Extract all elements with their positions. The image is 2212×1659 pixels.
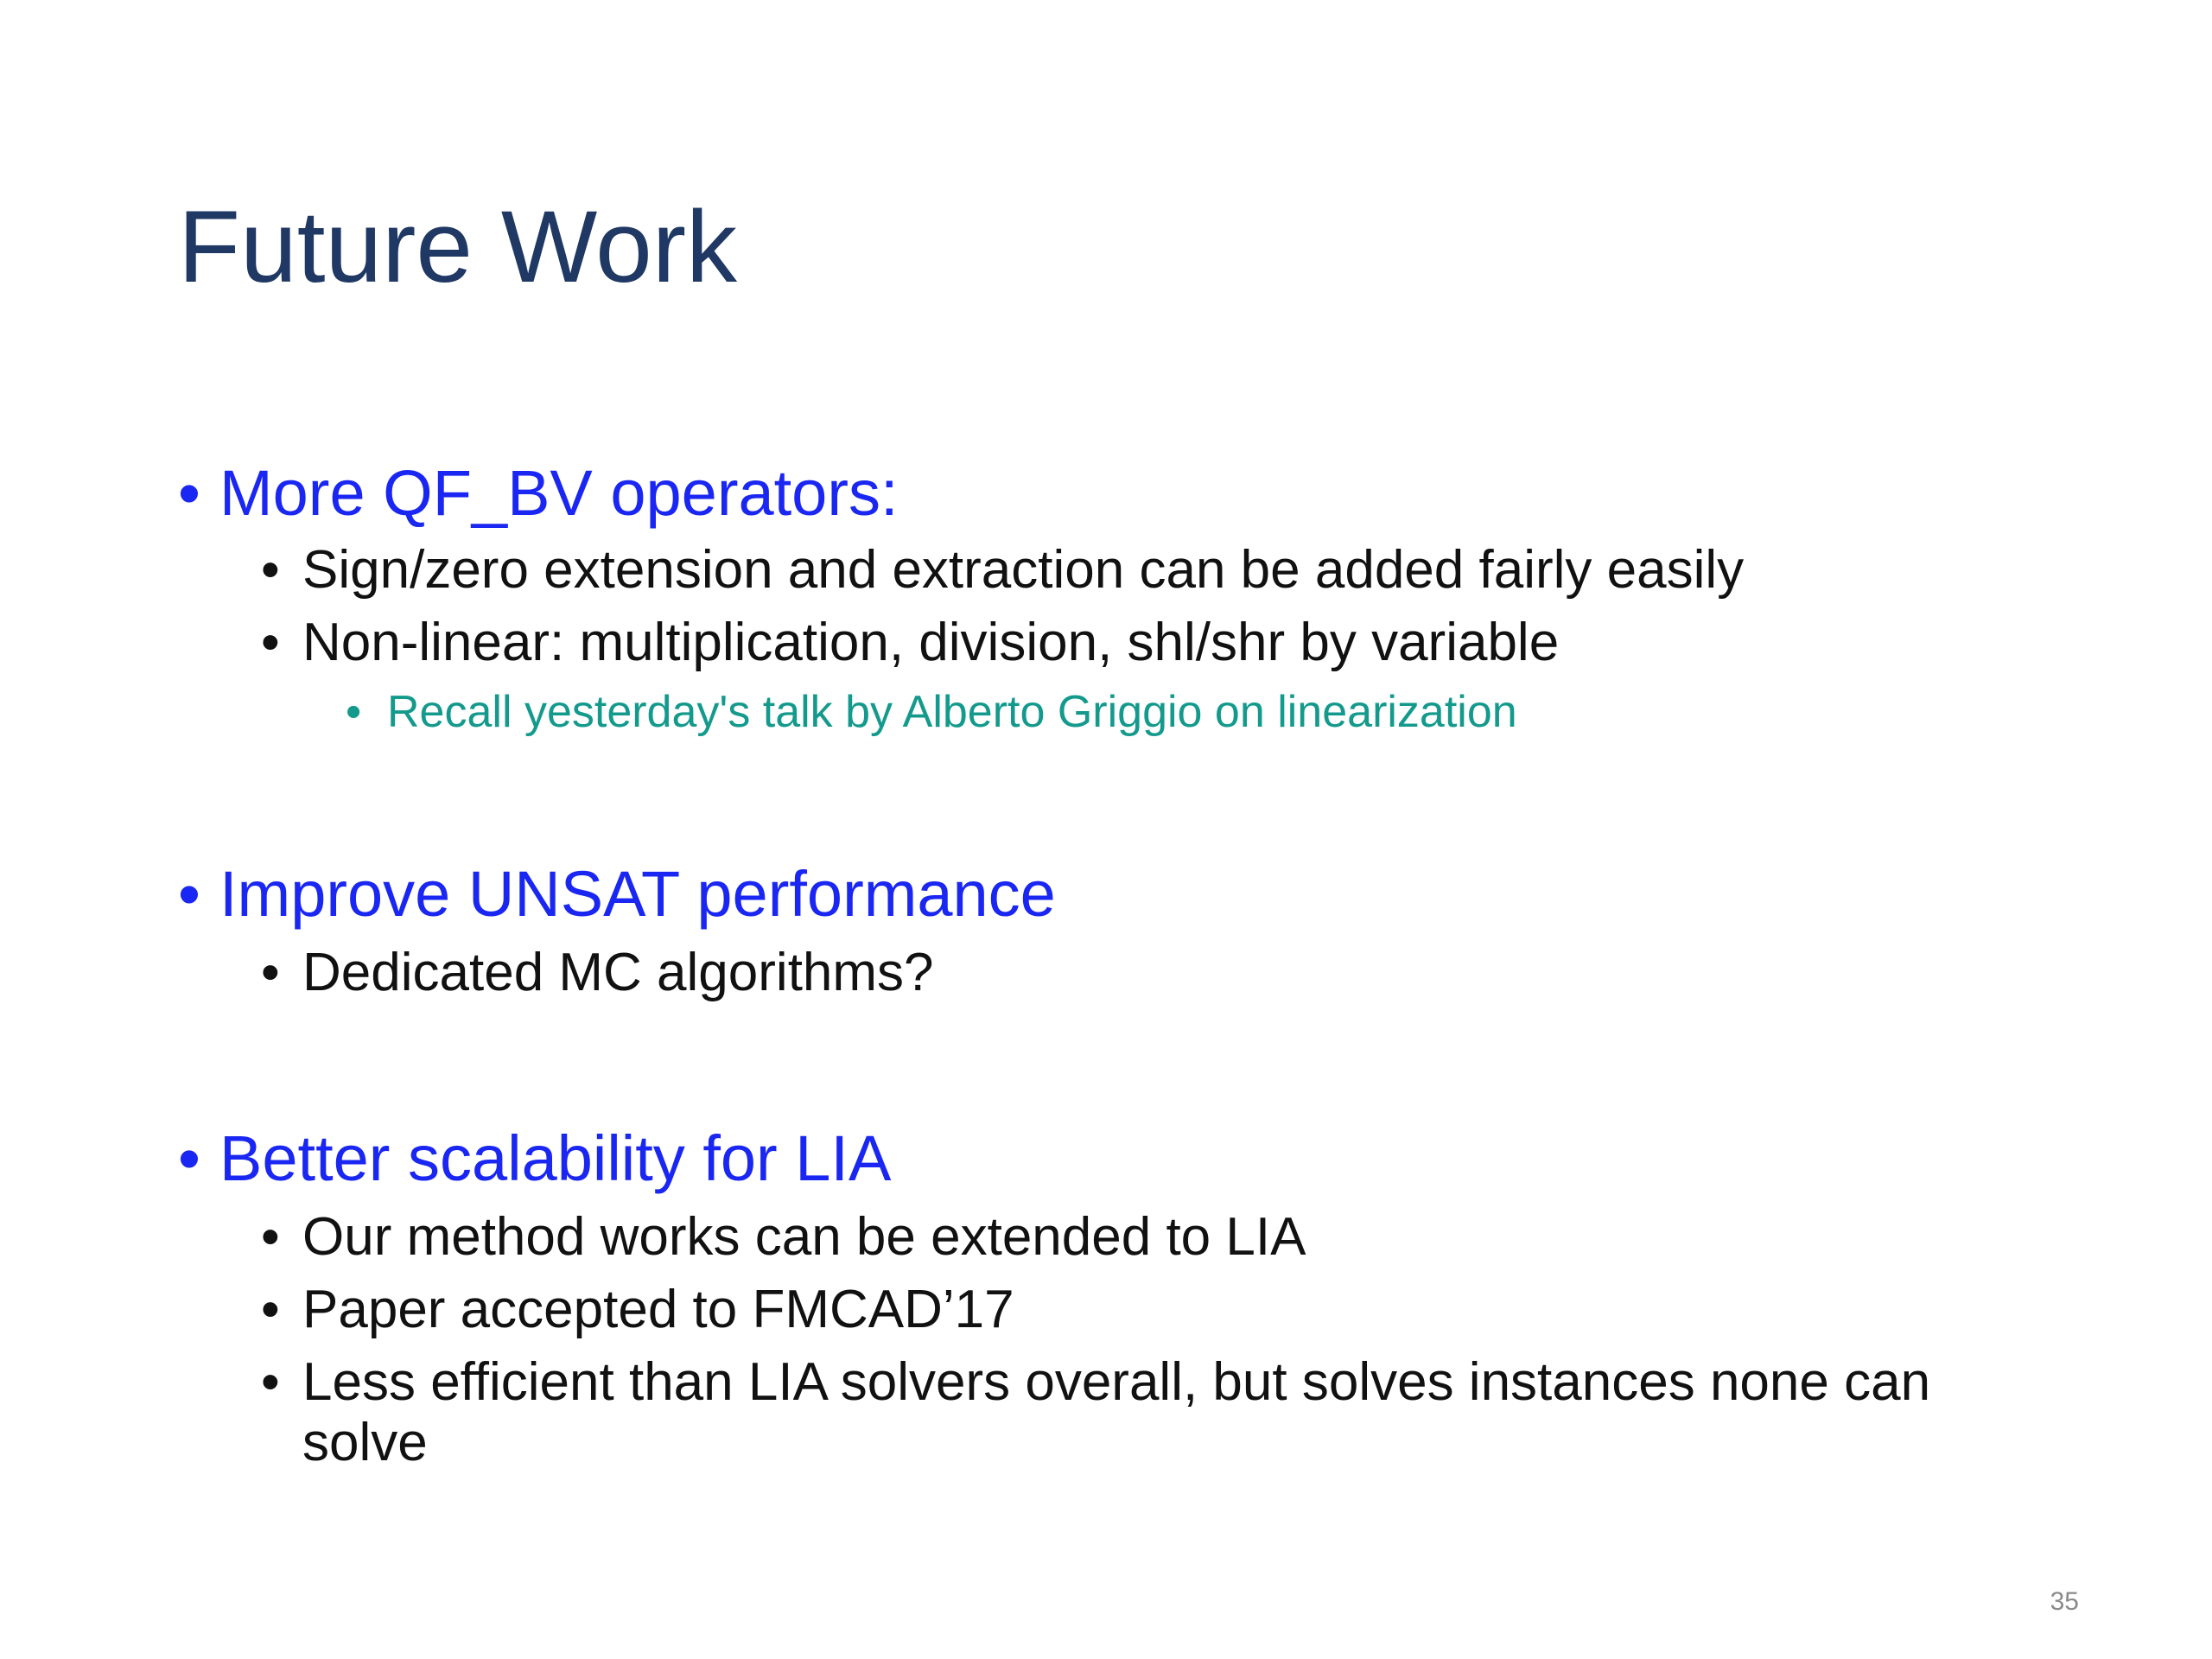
- bullet-icon: •: [178, 858, 200, 930]
- bullet-icon: •: [261, 1280, 280, 1339]
- bullet-icon: •: [261, 943, 280, 1002]
- slide-title: Future Work: [178, 190, 737, 304]
- list-item-text: Paper accepted to FMCAD’17: [302, 1280, 1014, 1339]
- section-heading-text: Improve UNSAT performance: [219, 858, 1056, 930]
- bullet-icon: •: [261, 613, 280, 672]
- section-heading-text: More QF_BV operators:: [219, 457, 899, 529]
- page-number: 35: [2050, 1587, 2079, 1616]
- bullet-icon: •: [261, 1207, 280, 1267]
- list-item-text: Non-linear: multiplication, division, shl/shr by variable: [302, 613, 1560, 672]
- bullet-icon: •: [261, 540, 280, 600]
- bullet-icon: •: [178, 457, 200, 529]
- list-item-continuation-text: solve: [302, 1413, 428, 1472]
- section-heading-text: Better scalability for LIA: [219, 1122, 892, 1194]
- sub-list-item-text: Recall yesterday's talk by Alberto Griggio on linearization: [387, 687, 1517, 737]
- list-item-text: Less efficient than LIA solvers overall, but solves instances none can: [302, 1352, 1931, 1412]
- list-item-text: Our method works can be extended to LIA: [302, 1207, 1306, 1267]
- bullet-icon: •: [261, 1352, 280, 1412]
- bullet-icon: •: [178, 1122, 200, 1194]
- bullet-icon: •: [346, 687, 362, 737]
- list-item-text: Sign/zero extension and extraction can be added fairly easily: [302, 540, 1745, 600]
- list-item-text: Dedicated MC algorithms?: [302, 943, 934, 1002]
